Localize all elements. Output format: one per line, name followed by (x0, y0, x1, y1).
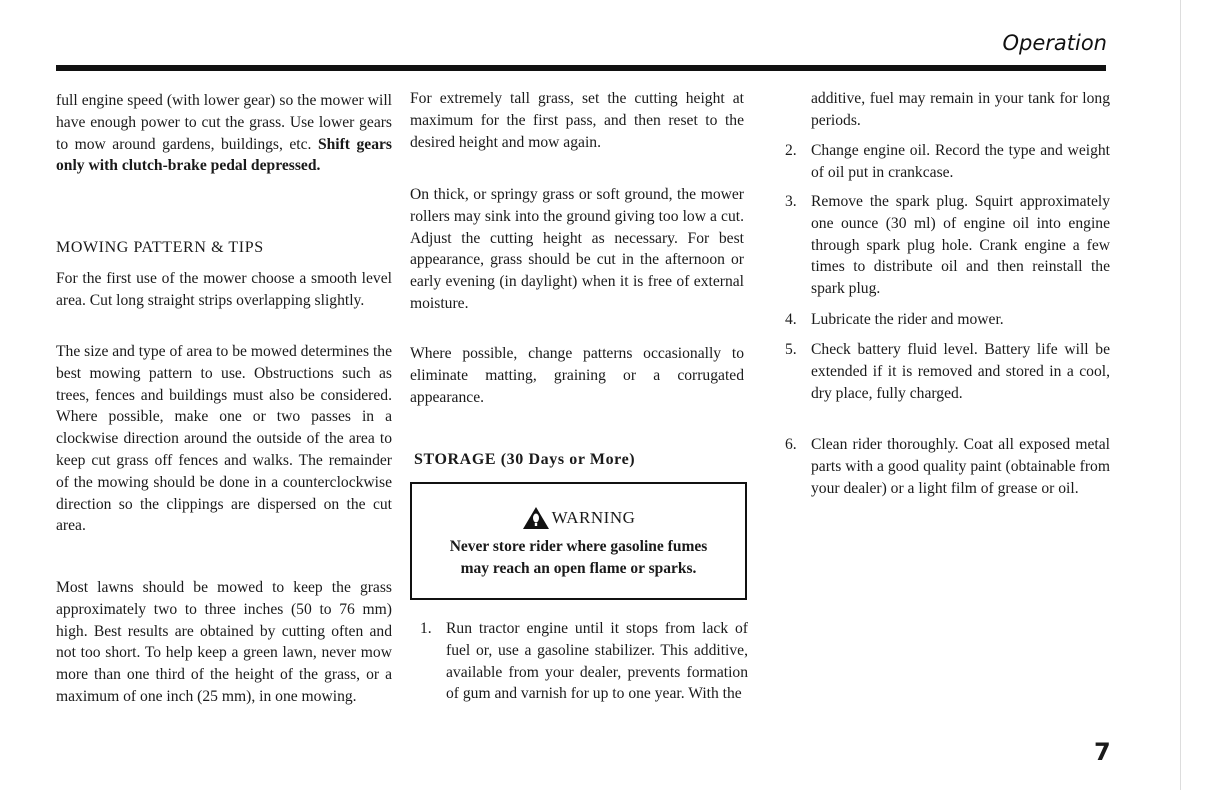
step-number: 5. (785, 341, 797, 358)
step-text: additive, fuel may remain in your tank for long periods. (811, 90, 1110, 129)
storage-step-1 (420, 618, 748, 705)
mowing-heading: MOWING PATTERN & TIPS (56, 239, 264, 256)
header-rule (56, 65, 1106, 71)
scan-edge (1180, 0, 1181, 790)
step-number: 1. (420, 620, 432, 637)
storage-step-3 (785, 191, 1110, 300)
middle-paragraph-1: For extremely tall grass, set the cutting height at maximum for the first pass, and then reset to the desired height and mow again. (410, 90, 744, 151)
middle-paragraph-3: Where possible, change patterns occasionally to eliminate matting, graining or a corrugated appearance. (410, 345, 744, 406)
middle-paragraph-2: On thick, or springy grass or soft ground, the mower rollers may sink into the ground giving too low a cut. Adjust the cutting height as necessary. For best appearance, grass should be cut in the afternoon or early evening (in daylight) when it is free of external moisture. (410, 186, 744, 312)
step-text: Run tractor engine until it stops from lack of fuel or, use a gasoline stabilizer. This additive, available from your dealer, prevents formation of gum and varnish for up to one year. With the (446, 620, 748, 703)
page-number: 7 (1094, 738, 1111, 766)
warning-text: Never store rider where gasoline fumes may reach an open flame or sparks. (449, 538, 708, 577)
bold-instruction: Shift gears only with clutch-brake pedal depressed. (56, 135, 392, 175)
warning-triangle-icon (522, 506, 550, 530)
warning-box (410, 482, 747, 600)
left-paragraph-3: The size and type of area to be mowed determines the best mowing pattern to use. Obstructions such as trees, fences and buildings must also be considered. Where possible, make one or two passes in a clockwise direction around the outside of the area to keep cut grass off fences and walks. The remainder of the mowing should be done in a counterclockwise direction so the clippings are dispersed on the cut area. (56, 343, 392, 535)
section-header: Operation (1002, 31, 1107, 55)
storage-step-2 (785, 140, 1110, 184)
step-text: Lubricate the rider and mower. (811, 311, 1004, 328)
step-number (785, 88, 811, 132)
warning-title: WARNING (551, 508, 636, 528)
storage-step-5 (785, 339, 1110, 404)
left-paragraph-1 (56, 90, 392, 177)
storage-step-1-continued (785, 88, 1110, 132)
step-number: 2. (785, 142, 797, 159)
paragraph-text: full engine speed (with lower gear) so the mower will have enough power to cut the grass. Use lower gears to mow around gardens, buildings, etc. (56, 92, 392, 153)
step-text: Change engine oil. Record the type and weight of oil put in crankcase. (811, 142, 1110, 181)
step-text: Check battery fluid level. Battery life will be extended if it is removed and stored in a cool, dry place, fully charged. (811, 341, 1110, 402)
storage-step-4 (785, 309, 1110, 331)
storage-heading: STORAGE (30 Days or More) (414, 451, 636, 468)
storage-step-6 (785, 434, 1110, 499)
step-text: Remove the spark plug. Squirt approximately one ounce (30 ml) of engine oil into engine through spark plug hole. Crank engine a few times to distribute oil and then reinstall the spark plug. (811, 193, 1110, 298)
left-paragraph-4: Most lawns should be mowed to keep the grass approximately two to three inches (50 to 76 mm) high. Best results are obtained by cutting often and not too short. To help keep a green lawn, never mow more than one third of the height of the grass, or a maximum of one inch (25 mm), in one mowing. (56, 579, 392, 705)
step-number: 4. (785, 311, 797, 328)
step-number: 6. (785, 436, 797, 453)
step-number: 3. (785, 193, 797, 210)
left-paragraph-2: For the first use of the mower choose a smooth level area. Cut long straight strips overlapping slightly. (56, 270, 392, 309)
step-text: Clean rider thoroughly. Coat all exposed metal parts with a good quality paint (obtainable from your dealer) or a light film of grease or oil. (811, 436, 1110, 497)
